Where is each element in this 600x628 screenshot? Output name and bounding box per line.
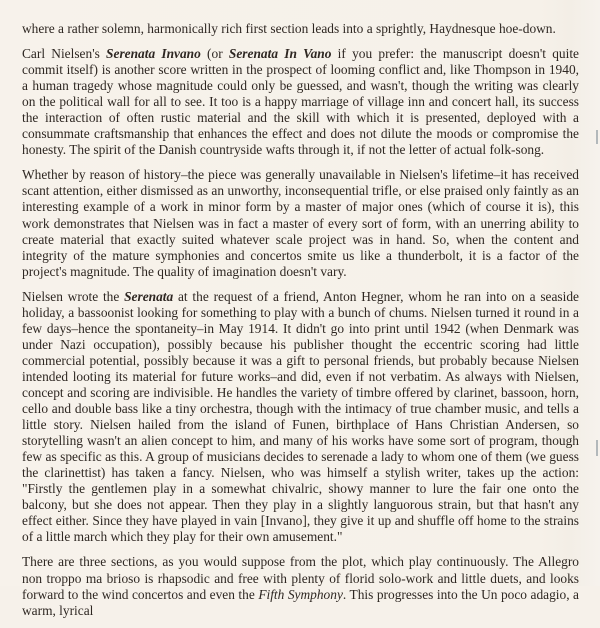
paragraph-history (22, 167, 579, 279)
paragraph-composition (22, 289, 579, 546)
paragraph-text: where a rather solemn, harmonically rich first section leads into a sprightly, Haydnesque hoe-down. (22, 21, 556, 36)
text-run: at the request of a friend, Anton Hegner, whom he ran into on a seaside holiday, a bassoonist looking for something to play with a bunch of chums. Nielsen turned it round in a few days–hence the spontaneity–in May 1914. It didn't go into print until 1942 (when Denmark was under Nazi occupation), possibly because his publisher thought the eccentric scoring had little commercial potential, possibly because it was a gift to personal friends, but probably because Nielsen intended looting its material for future works–and did, even if not verbatim. As always with Nielsen, concept and scoring are indivisible. He handles the variety of timbre offered by clarinet, bassoon, horn, cello and double bass like a tiny orchestra, though with the intimacy of true chamber music, and tells a little story. Nielsen hailed from the island of Funen, birthplace of Hans Christian Andersen, so storytelling wasn't an alien concept to him, and many of his works have some sort of program, though few as specific as this. A group of musicians decides to serenade a lady to whom one of them (we guess the clarinettist) has taken a fancy. Nielsen, who was himself a stylish writer, takes up the action: "Firstly the gentlemen play in a somewhat chivalric, showy manner to lure the fair one onto the balcony, but she does not appear. Then they play in a slightly languorous strain, but that hasn't any effect either. Since they have played in vain [Invano], they give it up and shuffle off home to the strains of a little march which they play for their own amusement." (22, 288, 580, 545)
text-run: Nielsen wrote the (22, 288, 125, 304)
work-title: Serenata Invano (106, 46, 201, 62)
work-title: Serenata (124, 288, 174, 304)
text-run: (or (200, 46, 229, 62)
paragraph-text: Whether by reason of history–the piece was generally unavailable in Nielsen's lifetime–it has received scant attention, either dismissed as an unworthy, inconsequential trifle, or else praised only faintly as an interesting example of a work in minor form by a master of major ones (which of course it is), this work demonstrates that Nielsen was in fact a master of every sort of form, with an unerring ability to create material that exactly suited whatever scale project was in hand. So, when the content and integrity of the mature symphonies and concertos smite us like a thunderbolt, it is a factor of the project's magnitude. The quality of imagination doesn't vary. (22, 167, 579, 279)
body-text (22, 21, 579, 628)
paragraph-hoe-down (22, 21, 579, 37)
scan-edge-mark (596, 440, 598, 456)
paragraph-serenata-invano (22, 46, 579, 158)
work-title: Fifth Symphony (258, 586, 343, 602)
text-run: There are three sections, as you would suppose from the plot, which play continuously. The Allegro non troppo ma brioso is rhapsodic and free with plenty of florid solo-work and little duets, and looks forward to the wind concertos and even the (22, 554, 579, 602)
paragraph-sections (22, 554, 579, 618)
text-run: if you prefer: the manuscript doesn't quite commit itself) is another score written in the prospect of looming conflict and, like Thompson in 1940, a human tragedy whose magnitude could only be guessed, and wasn't, though the writing was clearly on the political wall for all to see. It too is a happy marriage of village inn and concert hall, its success the interaction of often rustic material and the skill with which it is presented, deployed with a consummate craftsmanship that enhances the effect and does not dilute the moods or compromise the honesty. The spirit of the Danish countryside wafts through it, if not the letter of actual folk-song. (22, 46, 579, 158)
scan-edge-mark (596, 130, 598, 144)
text-run: . This progresses into the Un poco adagio, a warm, lyrical (22, 586, 580, 618)
text-run: Carl Nielsen's (22, 46, 107, 62)
work-title-alt: Serenata In Vano (228, 46, 332, 62)
